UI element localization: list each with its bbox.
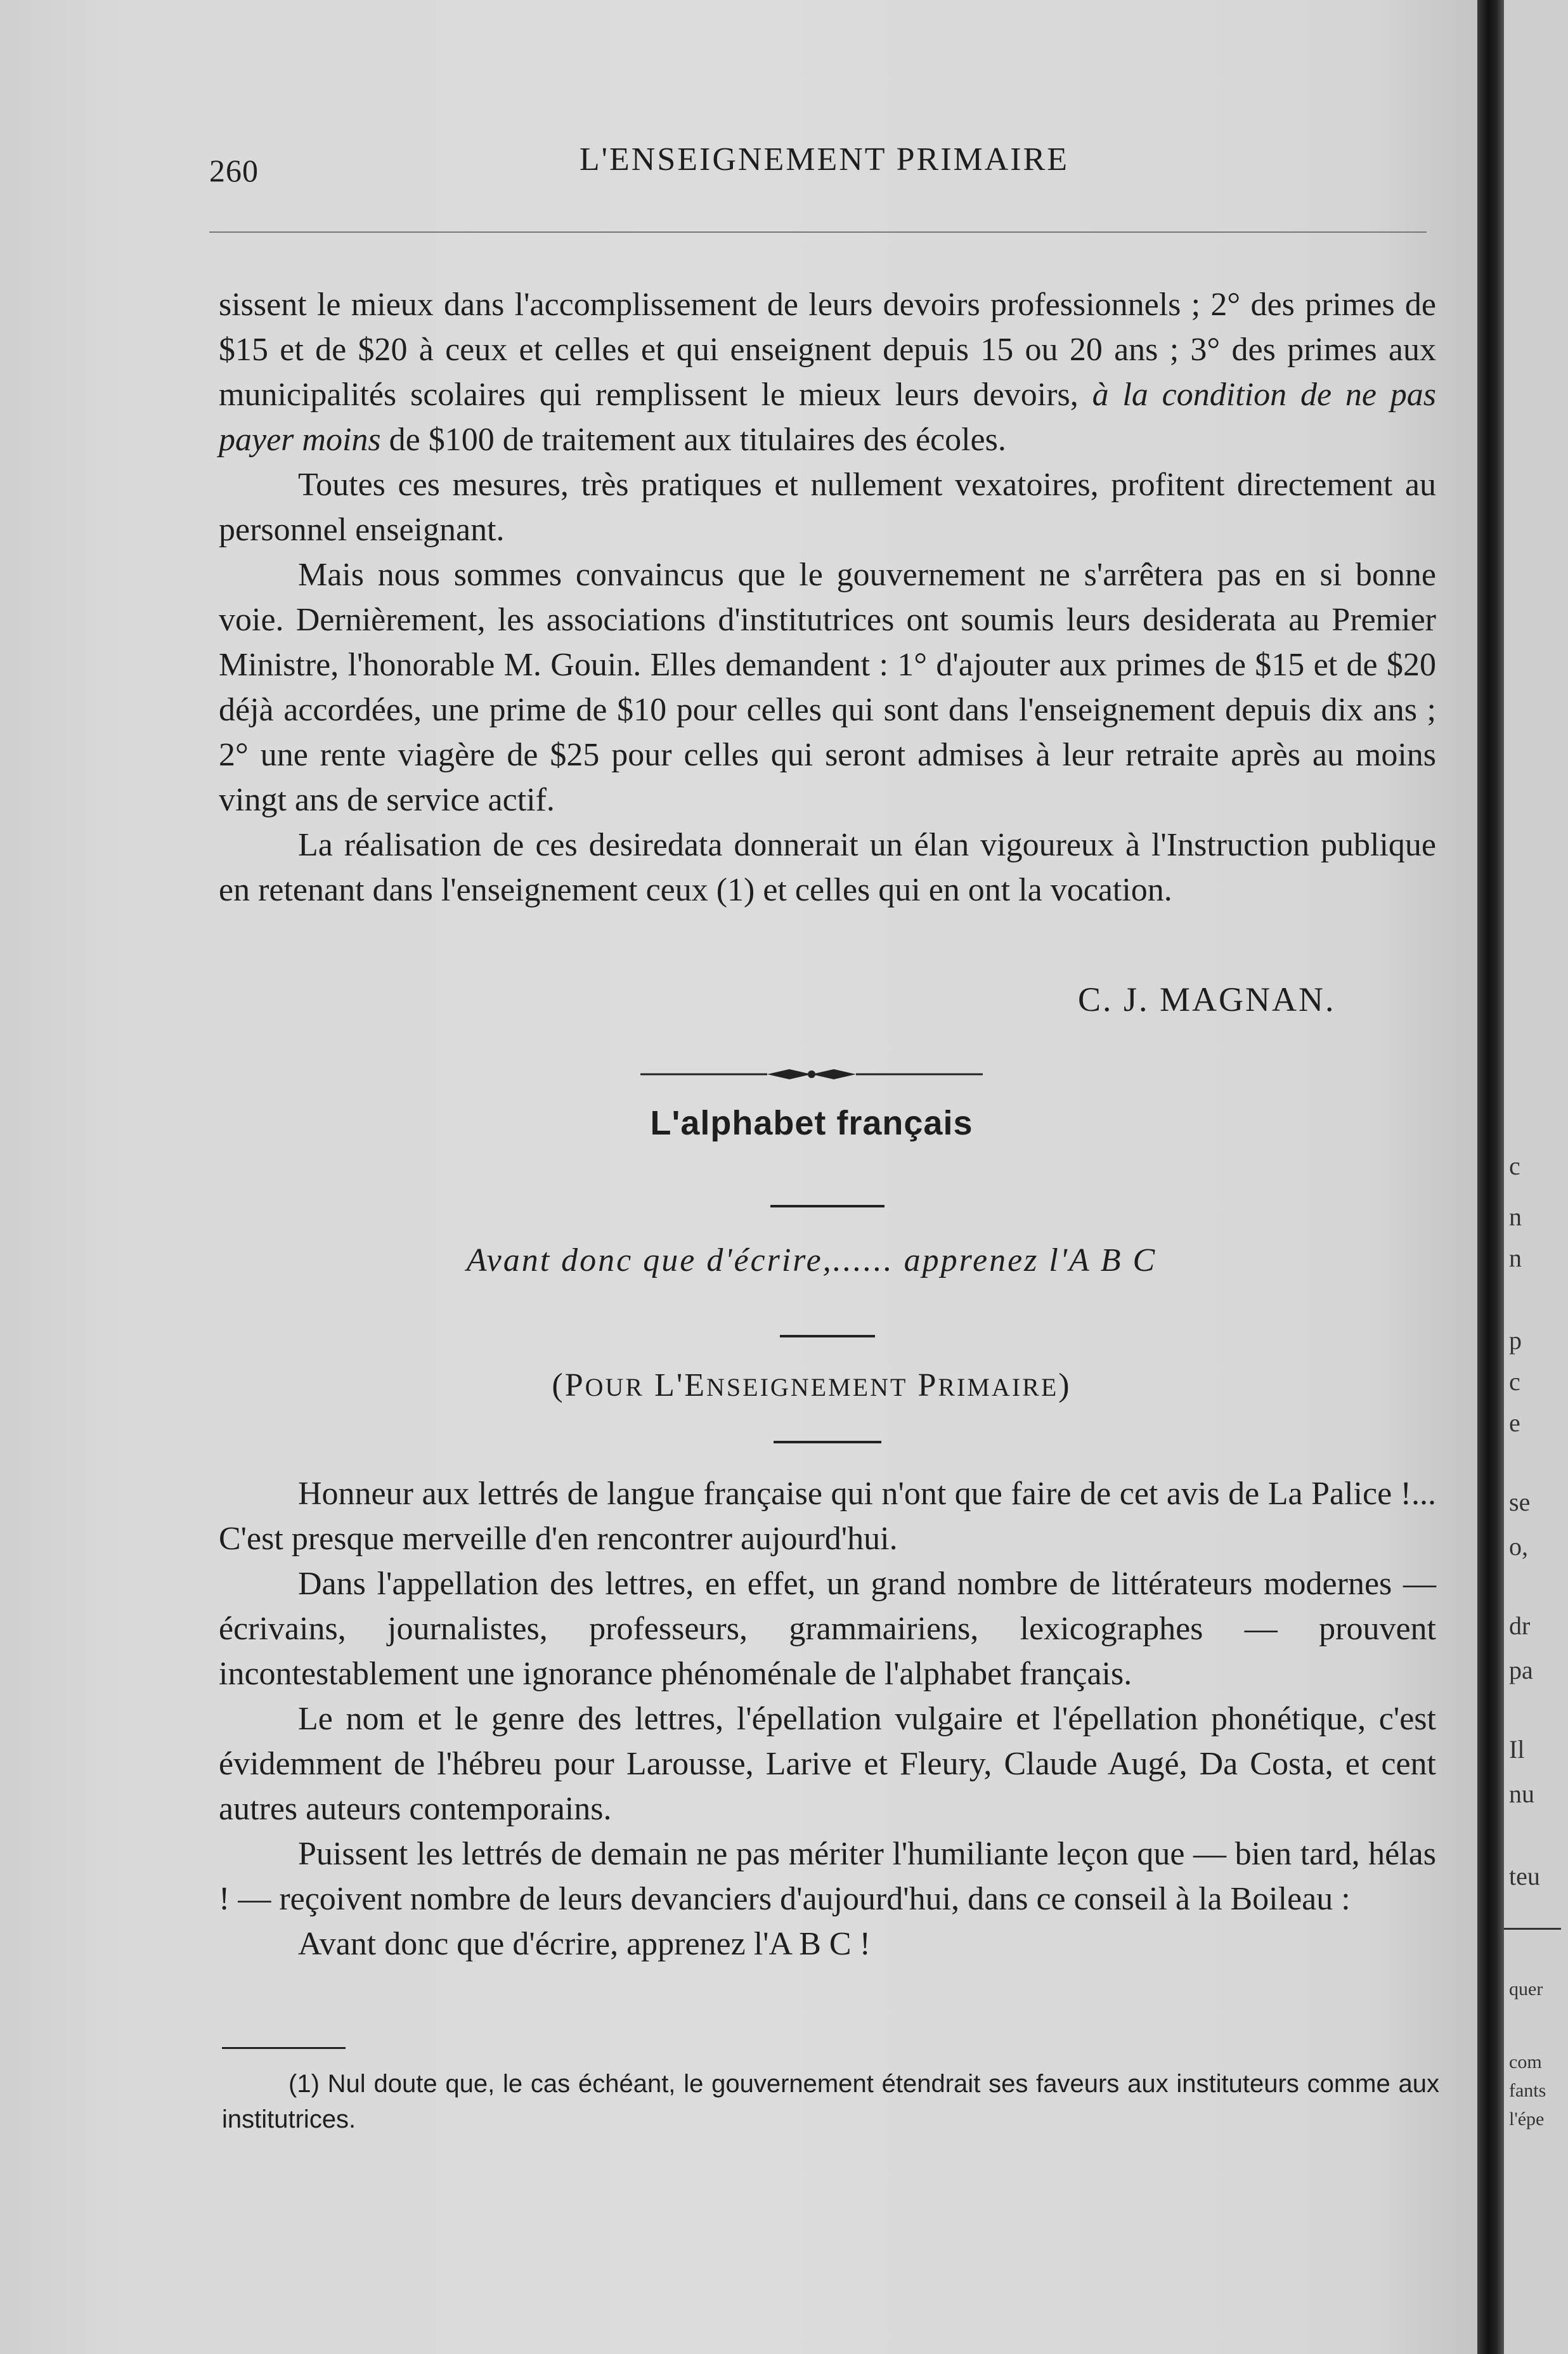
running-title: L'ENSEIGNEMENT PRIMAIRE <box>579 141 1070 178</box>
paragraph: Avant donc que d'écrire, apprenez l'A B C ! <box>298 1926 871 1962</box>
page-fragment: n <box>1509 1202 1522 1231</box>
page-fragment: se <box>1509 1488 1531 1516</box>
page-fragment: o, <box>1509 1532 1528 1561</box>
page-fragment: c <box>1509 1152 1520 1180</box>
page-fragment: teu <box>1509 1862 1540 1890</box>
title-rule <box>770 1205 884 1207</box>
article-magnan-body <box>219 282 1436 913</box>
epigraph-rule <box>780 1335 875 1337</box>
paragraph: Mais nous sommes convaincus que le gouvernement ne s'arrêtera pas en si bonne voie. Dernièrement, les associations d'institutrices ont soumis leurs desiderata au Premier Ministre, l'honorable M. Gouin. Elles demandent : 1° d'ajouter aux primes de $15 et de $20 déjà accordées, une prime de $10 pour celles qui sont dans l'enseignement depuis dix ans ; 2° une rente viagère de $25 pour celles qui seront admises à leur retraite après au moins vingt ans de service actif. <box>219 557 1436 818</box>
article-subtitle: (POUR L'ENSEIGNEMENT PRIMAIRE) <box>552 1367 1072 1403</box>
header-rule <box>209 231 1427 233</box>
page-fragment: dr <box>1509 1611 1531 1640</box>
paragraph: Puissent les lettrés de demain ne pas mériter l'humiliante leçon que — bien tard, hélas ! — reçoivent nombre de leurs devanciers d'aujourd'hui, dans ce conseil à la Boileau : <box>219 1836 1436 1917</box>
page-number: 260 <box>209 153 259 188</box>
page-fragment: pa <box>1509 1656 1533 1684</box>
page-fragment: fants <box>1509 2080 1546 2101</box>
page-fragment: Il <box>1509 1735 1525 1764</box>
page-fragment: com <box>1509 2052 1542 2072</box>
page-fragment-rule <box>1504 1928 1561 1930</box>
paragraph: Le nom et le genre des lettres, l'épellation vulgaire et l'épellation phonétique, c'est évidemment de l'hébreu pour Larousse, Larive et Fleury, Claude Augé, Da Costa, et cent autres auteurs contemporains. <box>219 1701 1436 1827</box>
footnote: (1) Nul doute que, le cas échéant, le gouvernement étendrait ses faveurs aux instituteurs comme aux institutrices. <box>222 2070 1439 2133</box>
italic-phrase: à la condition de ne pas payer moins <box>219 377 1436 458</box>
page-fragment: n <box>1509 1244 1522 1272</box>
page-fragment: nu <box>1509 1779 1534 1808</box>
paragraph: Dans l'appellation des lettres, en effet, un grand nombre de littérateurs modernes — écrivains, journalistes, professeurs, grammairiens, lexicographes — prouvent incontestablement une ignorance phénoménale de l'alphabet français. <box>219 1566 1436 1692</box>
paragraph: Honneur aux lettrés de langue française qui n'ont que faire de cet avis de La Palice !... C'est presque merveille d'en rencontrer aujourd'hui. <box>219 1476 1436 1557</box>
footnote-rule <box>222 2047 346 2049</box>
page-fragment: p <box>1509 1326 1522 1355</box>
page-fragment: e <box>1509 1408 1520 1437</box>
subtitle-rule <box>774 1441 881 1443</box>
author-signature: C. J. MAGNAN. <box>1078 980 1336 1018</box>
book-gutter <box>1477 0 1504 2354</box>
page-fragment: c <box>1509 1367 1520 1396</box>
article-title: L'alphabet français <box>650 1104 973 1142</box>
paragraph: Toutes ces mesures, très pratiques et nullement vexatoires, profitent directement au personnel enseignant. <box>219 467 1436 548</box>
adjacent-page-edge <box>1504 0 1568 2354</box>
epigraph: Avant donc que d'écrire,...... apprenez l'A B C <box>466 1242 1157 1278</box>
page-fragment: l'épe <box>1509 2109 1545 2130</box>
article-alphabet-body <box>219 1471 1436 1967</box>
page-fragment: quer <box>1509 1979 1543 2000</box>
section-ornament <box>640 1065 983 1083</box>
paragraph: La réalisation de ces desiredata donnerait un élan vigoureux à l'Instruction publique en retenant dans l'enseignement ceux (1) et celles qui en ont la vocation. <box>219 827 1436 908</box>
paragraph: sissent le mieux dans l'accomplissement de leurs devoirs professionnels ; 2° des primes de $15 et de $20 à ceux et celles et qui enseignent depuis 15 ou 20 ans ; 3° des primes aux municipalités scolaires qui remplissent le mieux leurs devoirs, à la condition de ne pas payer moins de $100 de traitement aux titulaires des écoles. <box>219 287 1436 458</box>
